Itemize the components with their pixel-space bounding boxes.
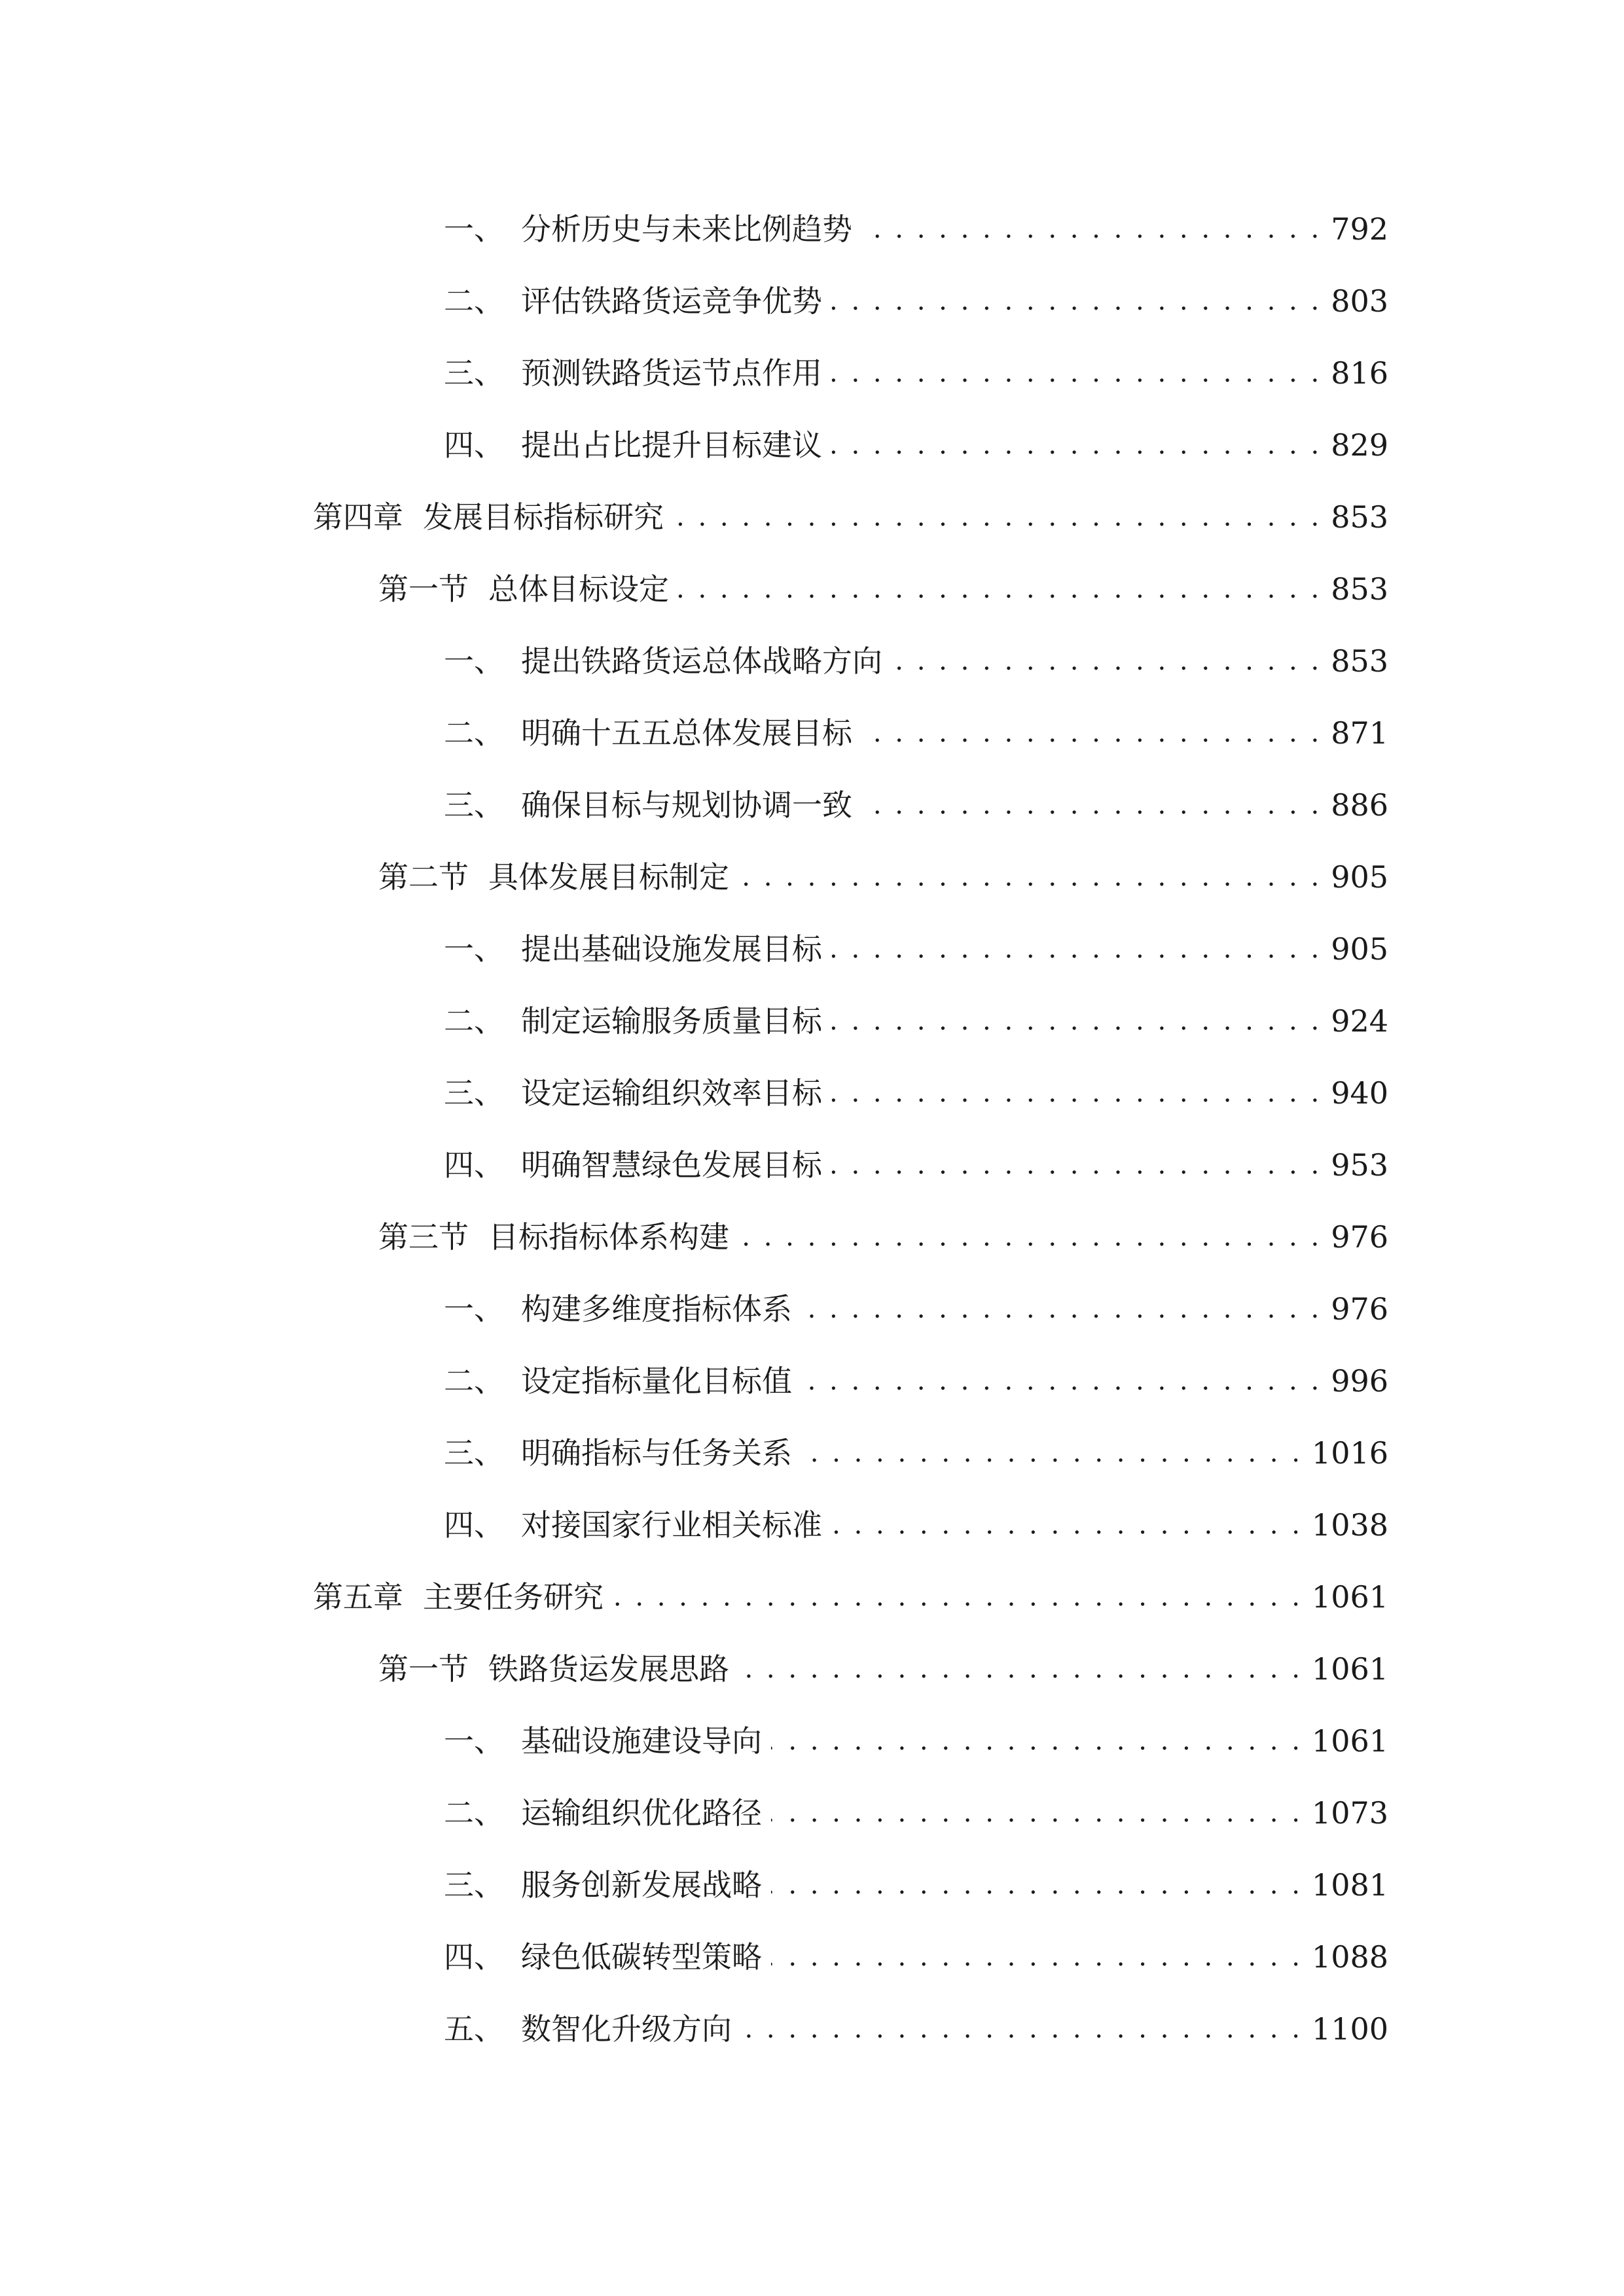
toc-entry[interactable] xyxy=(444,1715,1388,1767)
toc-entry-label: 一、 xyxy=(444,211,504,247)
toc-entry-page: 976 xyxy=(1331,1291,1388,1327)
toc-entry-page: 792 xyxy=(1331,211,1388,247)
toc-entry-label: 三、 xyxy=(444,1075,504,1111)
toc-entry-title: 分析历史与未来比例趋势 xyxy=(521,211,852,247)
dot-leader xyxy=(673,491,1322,543)
toc-entry-page: 886 xyxy=(1331,787,1388,823)
toc-entry-title: 提出铁路货运总体战略方向 xyxy=(521,643,882,679)
dot-leader xyxy=(771,1787,1303,1839)
toc-entry-label: 二、 xyxy=(444,715,504,751)
toc-entry-title: 评估铁路货运竞争优势 xyxy=(521,283,822,319)
toc-entry-page: 1038 xyxy=(1311,1507,1388,1543)
toc-entry[interactable] xyxy=(444,923,1388,975)
toc-entry-title: 预测铁路货运节点作用 xyxy=(521,355,822,391)
toc-chapter[interactable] xyxy=(313,491,1388,543)
toc-entry-page: 1100 xyxy=(1311,2011,1388,2047)
toc-entry-page: 905 xyxy=(1331,931,1388,967)
toc-entry-label: 第一节 xyxy=(378,1651,469,1687)
toc-entry-label: 一、 xyxy=(444,1291,504,1327)
dot-leader xyxy=(831,995,1322,1047)
dot-leader xyxy=(801,1427,1303,1479)
toc-entry-page: 1081 xyxy=(1311,1867,1388,1903)
toc-chapter[interactable] xyxy=(313,1571,1388,1623)
dot-leader xyxy=(738,851,1322,903)
dot-leader xyxy=(771,1715,1303,1767)
toc-entry[interactable] xyxy=(444,347,1388,399)
toc-entry-label: 三、 xyxy=(444,1435,504,1471)
toc-entry[interactable] xyxy=(444,1787,1388,1839)
toc-entry[interactable] xyxy=(444,275,1388,327)
toc-entry-page: 924 xyxy=(1331,1003,1388,1039)
toc-entry-title: 对接国家行业相关标准 xyxy=(521,1507,822,1543)
toc-entry-page: 1088 xyxy=(1311,1939,1388,1975)
toc-entry-label: 第四章 xyxy=(313,499,403,535)
dot-leader xyxy=(831,347,1322,399)
toc-entry-title: 铁路货运发展思路 xyxy=(488,1651,729,1687)
toc-entry-page: 905 xyxy=(1331,859,1388,895)
toc-entry-title: 服务创新发展战略 xyxy=(521,1867,762,1903)
toc-entry-title: 数智化升级方向 xyxy=(521,2011,732,2047)
toc-entry-page: 829 xyxy=(1331,427,1388,463)
toc-entry-title: 设定指标量化目标值 xyxy=(521,1363,792,1399)
toc-entry-label: 二、 xyxy=(444,1003,504,1039)
toc-entry-title: 目标指标体系构建 xyxy=(488,1219,729,1255)
toc-entry-label: 三、 xyxy=(444,787,504,823)
toc-entry-label: 二、 xyxy=(444,283,504,319)
toc-entry[interactable] xyxy=(444,1283,1388,1335)
toc-entry[interactable] xyxy=(444,1139,1388,1191)
toc-entry[interactable] xyxy=(444,419,1388,471)
toc-entry-label: 三、 xyxy=(444,355,504,391)
toc-entry-page: 871 xyxy=(1331,715,1388,751)
toc-entry-page: 940 xyxy=(1331,1075,1388,1111)
toc-entry-label: 三、 xyxy=(444,1867,504,1903)
toc-entry-title: 基础设施建设导向 xyxy=(521,1723,762,1759)
toc-entry-title: 总体目标设定 xyxy=(488,571,669,607)
toc-entry[interactable] xyxy=(444,1859,1388,1911)
toc-entry[interactable] xyxy=(444,1355,1388,1407)
dot-leader xyxy=(861,779,1322,831)
dot-leader xyxy=(831,1139,1322,1191)
toc-entry[interactable] xyxy=(444,1499,1388,1551)
toc-entry-label: 一、 xyxy=(444,931,504,967)
dot-leader xyxy=(831,1499,1303,1551)
dot-leader xyxy=(771,1859,1303,1911)
toc-entry-label: 第二节 xyxy=(378,859,469,895)
dot-leader xyxy=(738,1211,1322,1263)
dot-leader xyxy=(831,419,1322,471)
toc-entry-page: 996 xyxy=(1331,1363,1388,1399)
toc-entry-label: 二、 xyxy=(444,1795,504,1831)
toc-entry-page: 853 xyxy=(1331,571,1388,607)
toc-section[interactable] xyxy=(378,1643,1388,1695)
toc-entry-label: 第一节 xyxy=(378,571,469,607)
toc-entry-title: 构建多维度指标体系 xyxy=(521,1291,792,1327)
toc-entry-title: 发展目标指标研究 xyxy=(423,499,664,535)
toc-entry-page: 803 xyxy=(1331,283,1388,319)
toc-entry-label: 四、 xyxy=(444,1939,504,1975)
toc-section[interactable] xyxy=(378,1211,1388,1263)
toc-entry-title: 主要任务研究 xyxy=(423,1579,604,1615)
toc-entry-page: 976 xyxy=(1331,1219,1388,1255)
toc-entry-label: 五、 xyxy=(444,2011,504,2047)
dot-leader xyxy=(831,1067,1322,1119)
toc-entry-page: 853 xyxy=(1331,643,1388,679)
toc-entry-page: 1061 xyxy=(1311,1579,1388,1615)
toc-entry-label: 四、 xyxy=(444,1147,504,1183)
toc-entry-label: 二、 xyxy=(444,1363,504,1399)
dot-leader xyxy=(801,1355,1322,1407)
toc-entry[interactable] xyxy=(444,1067,1388,1119)
toc-entry-label: 四、 xyxy=(444,1507,504,1543)
toc-section[interactable] xyxy=(378,851,1388,903)
dot-leader xyxy=(861,707,1322,759)
toc-entry-title: 明确智慧绿色发展目标 xyxy=(521,1147,822,1183)
toc-section[interactable] xyxy=(378,563,1388,615)
toc-entry-title: 明确十五五总体发展目标 xyxy=(521,715,852,751)
toc-entry-label: 第五章 xyxy=(313,1579,403,1615)
toc-entry[interactable] xyxy=(444,635,1388,687)
toc-entry-title: 设定运输组织效率目标 xyxy=(521,1075,822,1111)
toc-entry[interactable] xyxy=(444,1931,1388,1983)
toc-entry-label: 一、 xyxy=(444,1723,504,1759)
toc-entry-title: 确保目标与规划协调一致 xyxy=(521,787,852,823)
dot-leader xyxy=(738,1643,1303,1695)
toc-entry-label: 第三节 xyxy=(378,1219,469,1255)
toc-entry-page: 1016 xyxy=(1311,1435,1388,1471)
dot-leader xyxy=(831,923,1322,975)
toc-entry-label: 一、 xyxy=(444,643,504,679)
dot-leader xyxy=(678,563,1322,615)
toc-entry[interactable] xyxy=(444,1427,1388,1479)
dot-leader xyxy=(613,1571,1303,1623)
toc-entry-title: 提出基础设施发展目标 xyxy=(521,931,822,967)
toc-entry[interactable] xyxy=(444,779,1388,831)
toc-entry-label: 四、 xyxy=(444,427,504,463)
toc-entry[interactable] xyxy=(444,995,1388,1047)
toc-entry[interactable] xyxy=(444,707,1388,759)
toc-entry-page: 1061 xyxy=(1311,1651,1388,1687)
toc-entry-page: 953 xyxy=(1331,1147,1388,1183)
toc-entry-title: 制定运输服务质量目标 xyxy=(521,1003,822,1039)
dot-leader xyxy=(892,635,1322,687)
dot-leader xyxy=(861,203,1322,255)
toc-entry-title: 明确指标与任务关系 xyxy=(521,1435,792,1471)
toc-entry-page: 853 xyxy=(1331,499,1388,535)
toc-entry-title: 运输组织优化路径 xyxy=(521,1795,762,1831)
toc-entry-title: 绿色低碳转型策略 xyxy=(521,1939,762,1975)
dot-leader xyxy=(831,275,1322,327)
toc-entry-page: 1061 xyxy=(1311,1723,1388,1759)
dot-leader xyxy=(741,2003,1303,2055)
toc-entry-title: 提出占比提升目标建议 xyxy=(521,427,822,463)
toc-entry[interactable] xyxy=(444,203,1388,255)
dot-leader xyxy=(771,1931,1303,1983)
toc-entry[interactable] xyxy=(444,2003,1388,2055)
toc-entry-page: 1073 xyxy=(1311,1795,1388,1831)
dot-leader xyxy=(801,1283,1322,1335)
toc-entry-page: 816 xyxy=(1331,355,1388,391)
toc-entry-title: 具体发展目标制定 xyxy=(488,859,729,895)
